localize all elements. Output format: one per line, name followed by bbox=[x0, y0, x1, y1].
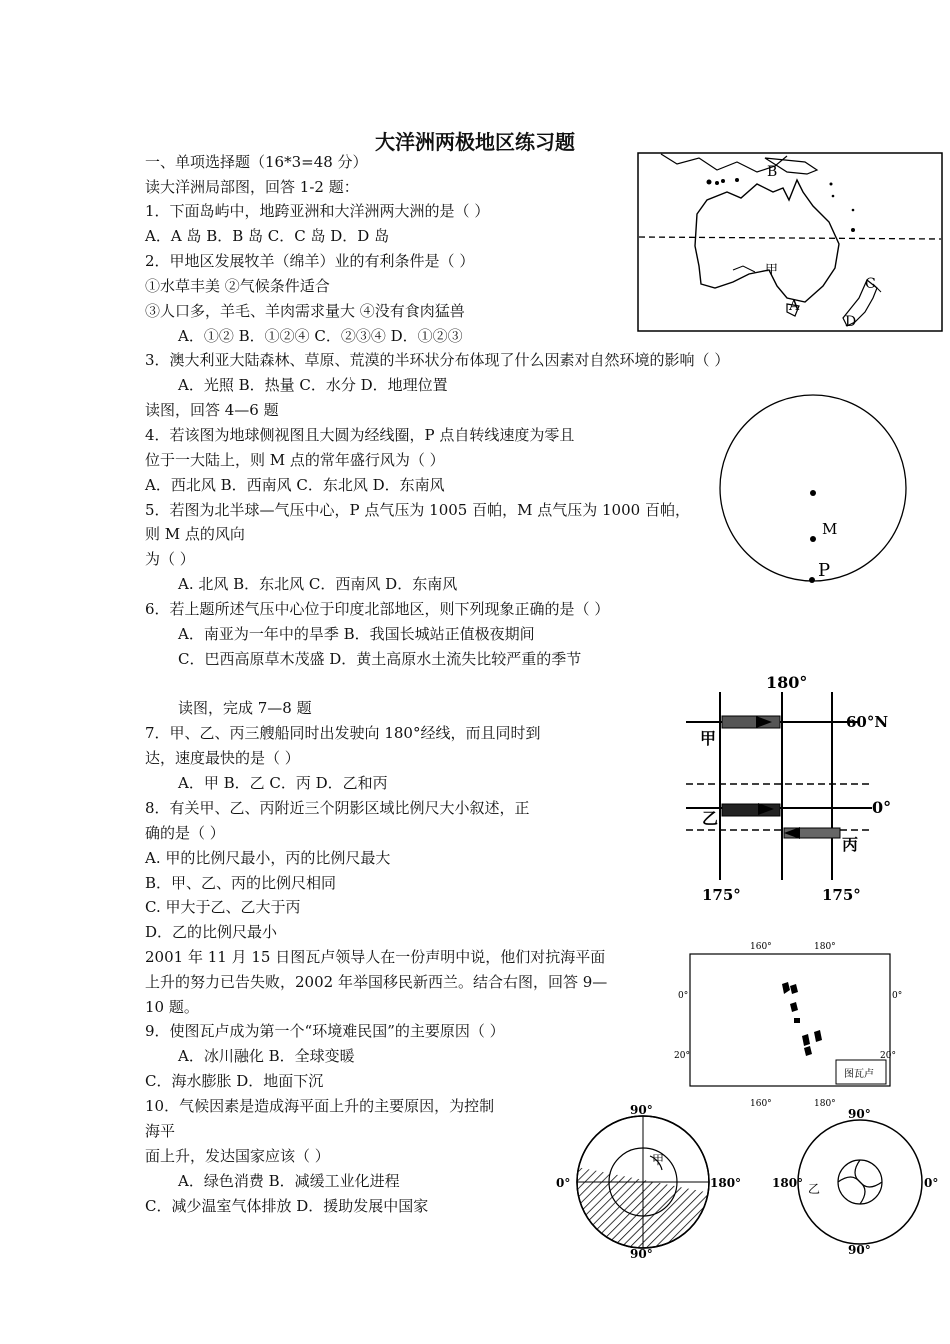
q9-options: C．海水膨胀 D．地面下沉 bbox=[145, 1072, 324, 1090]
q2-items: ①水草丰美 ②气候条件适合 bbox=[145, 277, 330, 295]
question-8: 确的是（ ） bbox=[145, 824, 225, 842]
label-0: 0° bbox=[872, 798, 892, 817]
question-6: 6．若上题所述气压中心位于印度北部地区，则下列现象正确的是（ ） bbox=[145, 600, 610, 618]
label-p: P bbox=[818, 560, 831, 581]
question-9: 9．使图瓦卢成为第一个“环境难民国”的主要原因（ ） bbox=[145, 1022, 505, 1040]
polar-diagrams-figure bbox=[552, 1104, 948, 1260]
q8-option-c: C. 甲大于乙、乙大于丙 bbox=[145, 898, 301, 916]
longitude-grid-figure bbox=[682, 670, 896, 908]
page-title: 大洋洲两极地区练习题 bbox=[375, 130, 575, 154]
label-m: M bbox=[822, 520, 838, 538]
label-jia: 甲 bbox=[765, 263, 779, 278]
question-4: 位于一大陆上，则 M 点的常年盛行风为（ ） bbox=[145, 451, 445, 469]
question-10: 10．气候因素是造成海平面上升的主要原因，为控制 bbox=[145, 1097, 495, 1115]
tick-160-bottom: 160° bbox=[750, 1099, 772, 1109]
label-175-right: 175° bbox=[822, 886, 861, 904]
tick-0-right: 0° bbox=[892, 991, 903, 1001]
label-175-left: 175° bbox=[702, 886, 741, 904]
q8-option-a: A. 甲的比例尺最小，丙的比例尺最大 bbox=[145, 849, 391, 867]
q1-options: A．A 岛 B．B 岛 C．C 岛 D．D 岛 bbox=[145, 227, 390, 245]
question-1: 1．下面岛屿中，地跨亚洲和大洋洲两大洲的是（ ） bbox=[145, 202, 490, 220]
question-3: 3．澳大利亚大陆森林、草原、荒漠的半环状分布体现了什么因素对自然环境的影响（ ） bbox=[145, 351, 730, 369]
q6-options: C．巴西高原草木茂盛 D．黄土高原水土流失比较严重的季节 bbox=[178, 650, 582, 668]
section-heading: 一、单项选择题（16*3=48 分） bbox=[145, 153, 368, 171]
question-10: 海平 bbox=[145, 1122, 176, 1140]
label-180: 180° bbox=[766, 673, 808, 692]
polar-b-top: 90° bbox=[848, 1107, 871, 1121]
question-7: 7．甲、乙、丙三艘船同时出发驶向 180°经线，而且同时到 bbox=[145, 724, 541, 742]
tick-180-bottom: 180° bbox=[814, 1099, 836, 1109]
tick-20-left: 20° bbox=[674, 1051, 690, 1061]
passage: 2001 年 11 月 15 日图瓦卢领导人在一份声明中说，他们对抗海平面 bbox=[145, 948, 606, 966]
q2-items: ③人口多，羊毛、羊肉需求量大 ④没有食肉猛兽 bbox=[145, 302, 465, 320]
polar-b-yi: 乙 bbox=[808, 1182, 821, 1196]
question-8: 8．有关甲、乙、丙附近三个阴影区域比例尺大小叙述，正 bbox=[145, 799, 530, 817]
question-7: 达，速度最快的是（ ） bbox=[145, 749, 300, 767]
question-5: 则 M 点的风向 bbox=[145, 525, 245, 543]
instruction: 读图，回答 4—6 题 bbox=[145, 401, 279, 419]
label-60n: 60°N bbox=[846, 713, 889, 731]
q9-options: A．冰川融化 B．全球变暖 bbox=[178, 1047, 355, 1065]
label-b: B bbox=[767, 164, 778, 180]
q8-option-d: D．乙的比例尺最小 bbox=[145, 923, 278, 941]
polar-a-jia: 甲 bbox=[652, 1153, 665, 1167]
q2-options: A．①② B．①②④ C．②③④ D．①②③ bbox=[178, 327, 463, 345]
polar-a-top: 90° bbox=[630, 1103, 653, 1117]
polar-a-bottom: 90° bbox=[630, 1247, 653, 1261]
oceania-map-figure bbox=[637, 152, 943, 332]
passage: 上升的努力已告失败，2002 年举国移民新西兰。结合右图，回答 9— bbox=[145, 973, 608, 991]
q8-option-b: B．甲、乙、丙的比例尺相同 bbox=[145, 874, 337, 892]
q10-options: A．绿色消费 B．减缓工业化进程 bbox=[178, 1172, 400, 1190]
question-2: 2．甲地区发展牧羊（绵羊）业的有利条件是（ ） bbox=[145, 252, 475, 270]
polar-b-right: 0° bbox=[924, 1176, 939, 1190]
label-c: C bbox=[865, 276, 876, 292]
question-5: 5．若图为北半球—气压中心，P 点气压为 1005 百帕，M 点气压为 1000 百帕， bbox=[145, 501, 690, 519]
q10-options: C．减少温室气体排放 D．援助发展中国家 bbox=[145, 1197, 429, 1215]
instruction: 读大洋洲局部图，回答 1-2 题： bbox=[145, 178, 359, 196]
passage: 10 题。 bbox=[145, 998, 199, 1016]
q5-options: A. 北风 B．东北风 C．西南风 D．东南风 bbox=[178, 575, 458, 593]
legend-tuvalu: 图瓦卢 bbox=[844, 1069, 874, 1080]
polar-b-bottom: 90° bbox=[848, 1243, 871, 1257]
polar-a-right: 180° bbox=[710, 1176, 742, 1190]
tick-160-top: 160° bbox=[750, 942, 772, 952]
q6-options: A．南亚为一年中的旱季 B．我国长城站正值极夜期间 bbox=[178, 625, 535, 643]
question-4: 4．若该图为地球侧视图且大圆为经线圈，P 点自转线速度为零且 bbox=[145, 426, 575, 444]
label-d: D bbox=[845, 314, 857, 330]
label-jia: 甲 bbox=[700, 729, 717, 748]
label-bing: 丙 bbox=[842, 835, 859, 854]
polar-b-left: 180° bbox=[772, 1176, 804, 1190]
instruction: 读图，完成 7—8 题 bbox=[178, 699, 312, 717]
polar-a-left: 0° bbox=[556, 1176, 571, 1190]
circle-diagram-figure bbox=[716, 394, 910, 592]
label-a: A bbox=[789, 298, 800, 314]
tick-20-right: 20° bbox=[880, 1051, 896, 1061]
label-yi: 乙 bbox=[702, 809, 719, 828]
q4-options: A．西北风 B．西南风 C．东北风 D．东南风 bbox=[145, 476, 445, 494]
q7-options: A．甲 B．乙 C．丙 D．乙和丙 bbox=[178, 774, 388, 792]
tuvalu-map-figure bbox=[672, 936, 903, 1110]
q3-options: A．光照 B．热量 C．水分 D．地理位置 bbox=[178, 376, 448, 394]
question-10: 面上升，发达国家应该（ ） bbox=[145, 1147, 330, 1165]
tick-180-top: 180° bbox=[814, 942, 836, 952]
question-5: 为（ ） bbox=[145, 550, 195, 568]
tick-0-left: 0° bbox=[678, 991, 689, 1001]
